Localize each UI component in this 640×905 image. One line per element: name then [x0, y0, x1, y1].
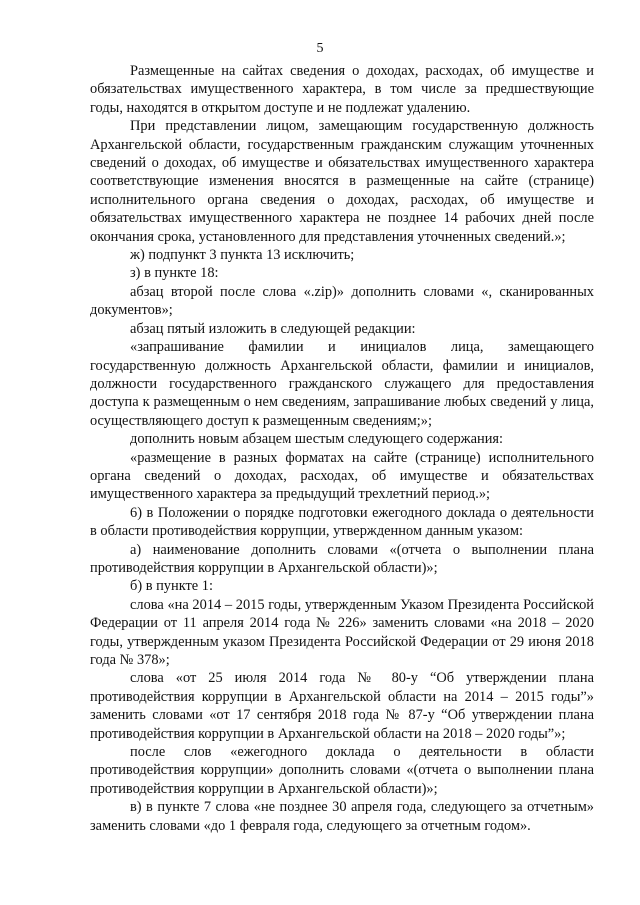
- paragraph: б) в пункте 1:: [130, 578, 213, 595]
- paragraph: слова «на 2014 – 2015 годы, утвержденным Указом Президента Российской Федерации от 11 апреля 2014 года № 226» заменить словами «на 2018 – 2020 годы, утвержденным указом Президента Российской Федерации от 29 июня 2018 года № 378»;: [90, 596, 594, 668]
- paragraph: ж) подпункт 3 пункта 13 исключить;: [130, 247, 355, 264]
- paragraph: При представлении лицом, замещающим государственную должность Архангельской области, государственным гражданским служащим уточненных сведений о доходах, об имуществе и обязательствах имущественного характера соответствующие изменения вносятся в размещенные на сайте (странице) исполнительного органа сведения о доходах, расходах, об имуществе и обязательствах имущественного характера не позднее 14 рабочих дней после окончания срока, установленного для представления уточненных сведений.»;: [90, 118, 594, 245]
- paragraph: абзац пятый изложить в следующей редакции:: [130, 320, 416, 337]
- page-number: 5: [316, 41, 324, 56]
- document-body: [90, 62, 594, 835]
- paragraph: «размещение в разных форматах на сайте (странице) исполнительного органа сведений о доходах, расходах, об имуществе и обязательствах имущественного характера за предыдущий трехлетний период.»;: [90, 449, 594, 503]
- paragraph: абзац второй после слова «.zip)» дополнить словами «, сканированных документов»;: [90, 283, 594, 319]
- paragraph: а) наименование дополнить словами «(отчета о выполнении плана противодействия коррупции в Архангельской области)»;: [90, 541, 594, 576]
- paragraph: з) в пункте 18:: [130, 265, 219, 282]
- paragraph: 6) в Положении о порядке подготовки ежегодного доклада о деятельности в области противодействия коррупции, утвержденном данным указом:: [90, 504, 594, 540]
- paragraph: дополнить новым абзацем шестым следующего содержания:: [130, 431, 504, 448]
- paragraph: слова «от 25 июля 2014 года № 80-у “Об утверждении плана противодействия коррупции в Архангельской области на 2014 – 2015 годы”» заменить словами «от 17 сентября 2018 года № 87-у “Об утверждении плана противодействия коррупции в Архангельской области на 2018 – 2020 годы”»;: [90, 670, 594, 742]
- paragraph: «запрашивание фамилии и инициалов лица, замещающего государственную должность Архангельской области, фамилии и инициалов, должности государственного гражданского служащего для предоставления доступа к размещенным о нем сведениям, запрашивание любых сведений у лица, осуществляющего доступ к размещенным сведениям;»;: [90, 339, 594, 429]
- paragraph: в) в пункте 7 слова «не позднее 30 апреля года, следующего за отчетным» заменить словами «до 1 февраля года, следующего за отчетным годом».: [90, 799, 594, 834]
- paragraph: после слов «ежегодного доклада о деятельности в области противодействия коррупции» дополнить словами «(отчета о выполнении плана противодействия коррупции в Архангельской области)»;: [90, 744, 594, 797]
- paragraph: Размещенные на сайтах сведения о доходах, расходах, об имуществе и обязательствах имущественного характера, в том числе за предшествующие годы, находятся в открытом доступе и не подлежат удалению.: [90, 63, 594, 116]
